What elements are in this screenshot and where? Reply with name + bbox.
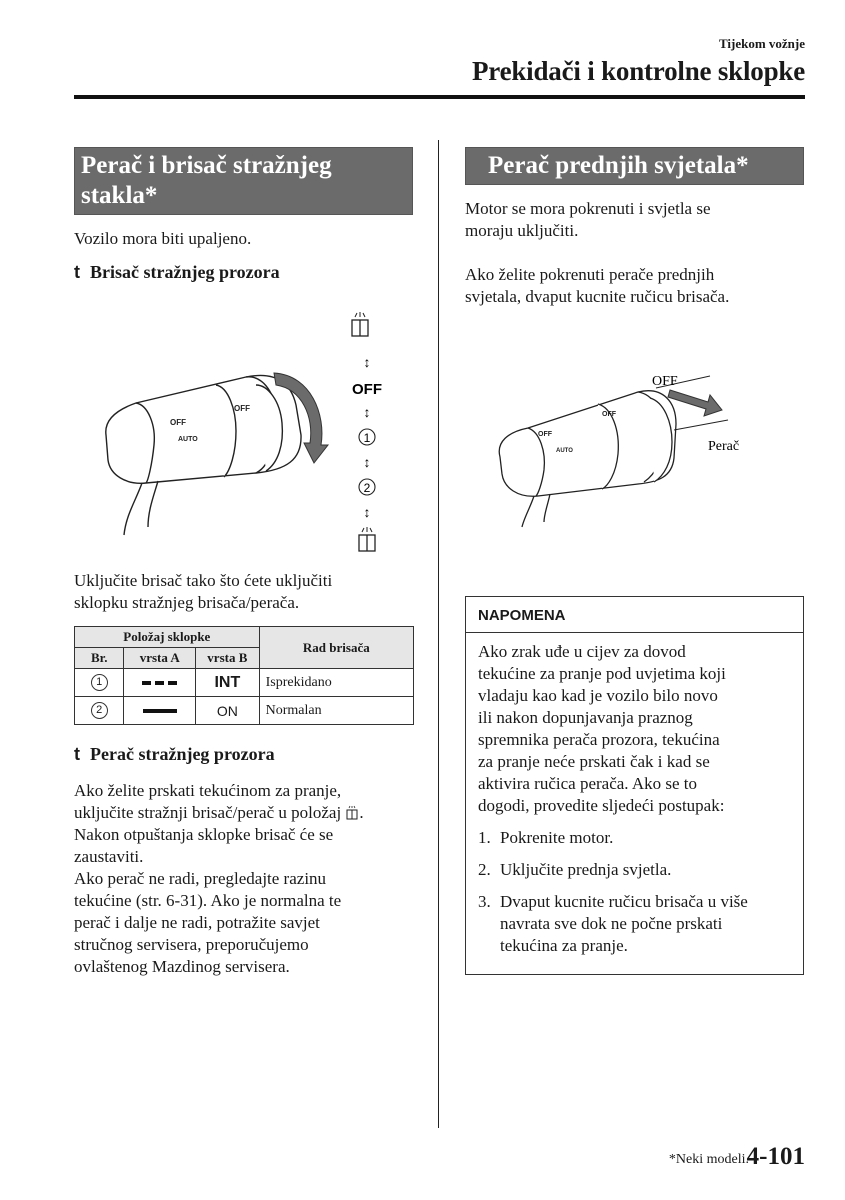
headlight-washer-heading: Perač prednjih svjetala*	[465, 147, 804, 185]
text-line: tekućine za pranje pod uvjetima koji	[478, 664, 726, 683]
column-divider	[438, 140, 439, 1128]
table-header-number: Br.	[75, 648, 124, 669]
text-line: Ako zrak uđe u cijev za dovod	[478, 642, 686, 661]
washer-label: Perač	[708, 439, 740, 454]
text-line: spremnika perača prozora, tekućina	[478, 730, 720, 749]
note-step	[478, 827, 796, 849]
rear-washer-bottom-icon	[359, 527, 375, 551]
text-line: ovlaštenog Mazdinog servisera.	[74, 957, 290, 976]
rear-wiper-para	[74, 570, 332, 614]
text-line: za pranje neće prskati čak i kad se	[478, 752, 710, 771]
rear-wiper-subheading	[74, 262, 280, 283]
type-b-value: ON	[196, 697, 260, 725]
intermittent-symbol-icon	[142, 680, 178, 686]
section-label: Tijekom vožnje	[718, 36, 805, 51]
text-line: tekućine (str. 6-31). Ako je normalna te	[74, 891, 342, 910]
text-line: ili nakon dopunjavanja praznog	[478, 708, 693, 727]
washer-icon	[345, 806, 359, 820]
step-text: Uključite prednja svjetla.	[500, 860, 672, 879]
lever-off-label-2: OFF	[602, 411, 616, 418]
rear-wiper-subheading-text: Brisač stražnjeg prozora	[90, 262, 280, 282]
lever-off-label: OFF	[170, 418, 186, 427]
text-line: Motor se mora pokrenuti i svjetla se	[465, 199, 711, 218]
step-text	[500, 891, 748, 957]
step-text: Pokrenite motor.	[500, 828, 614, 847]
step-number: 3.	[478, 892, 491, 911]
switch-position-table	[74, 626, 414, 725]
text-line: Ako želite pokrenuti perače prednjih	[465, 265, 715, 284]
rear-washer-para	[74, 780, 424, 978]
bullet-marker: t	[74, 262, 80, 282]
washer-guide-line	[674, 420, 728, 430]
rear-washer-heading: Perač i brisač stražnjeg stakla*	[74, 147, 413, 215]
text-line: perač i dalje ne radi, potražite savjet	[74, 913, 320, 932]
position-number: 2	[91, 702, 108, 719]
table-header-type-a: vrsta A	[124, 648, 196, 669]
table-header-type-b: vrsta B	[196, 648, 260, 669]
table-row	[75, 669, 414, 697]
position-off-label: OFF	[352, 381, 382, 398]
lever-auto-label: AUTO	[556, 448, 573, 454]
rear-washer-subheading-text: Perač stražnjeg prozora	[90, 744, 275, 764]
rear-washer-top-icon	[352, 312, 368, 336]
off-label: OFF	[652, 374, 678, 389]
text-line: Nakon otpuštanja sklopke brisač će se	[74, 825, 334, 844]
lever-off-label: OFF	[538, 431, 552, 438]
rear-washer-subheading	[74, 744, 275, 765]
lever-drawing	[499, 391, 676, 527]
arrow-updown-icon: ↕	[363, 406, 371, 421]
position-1-label: 1	[363, 431, 371, 445]
headlight-instruction	[465, 264, 729, 308]
continuous-symbol-icon	[142, 708, 178, 714]
headlight-intro	[465, 198, 711, 242]
type-b-value: INT	[196, 669, 260, 697]
note-title: NAPOMENA	[466, 597, 803, 633]
arrow-updown-icon: ↕	[363, 506, 371, 521]
lever-off-label-2: OFF	[234, 404, 250, 413]
rear-intro: Vozilo mora biti upaljeno.	[74, 229, 252, 248]
arrow-updown-icon: ↕	[363, 456, 371, 471]
note-box	[465, 596, 804, 975]
page-number: 4-101	[746, 1143, 805, 1170]
lever-drawing	[106, 375, 301, 535]
rear-wiper-lever-figure	[96, 305, 396, 560]
bullet-marker: t	[74, 744, 80, 764]
lever-auto-label: AUTO	[178, 436, 198, 443]
text-line: moraju uključiti.	[465, 221, 579, 240]
table-row	[75, 697, 414, 725]
text-line: svjetala, dvaput kucnite ručicu brisača.	[465, 287, 730, 306]
wiper-operation-value: Isprekidano	[259, 669, 413, 697]
header-rule	[74, 95, 805, 99]
text-line: tekućina za pranje.	[500, 936, 628, 955]
text-line: dogodi, provedite sljedeći postupak:	[478, 796, 725, 815]
text-line: stručnog servisera, preporučujemo	[74, 935, 309, 954]
headlight-washer-lever-figure	[478, 362, 740, 527]
text-line-with-icon: uključite stražnji brisač/perač u položaj .	[74, 803, 364, 822]
arrow-updown-icon: ↕	[363, 356, 371, 371]
pull-arrow-icon	[668, 390, 722, 416]
text-line: navrata sve dok ne počne prskati	[500, 914, 723, 933]
table-header-position: Položaj sklopke	[75, 627, 260, 648]
page-title: Prekidači i kontrolne sklopke	[471, 56, 805, 86]
text-line: aktivira ručica perača. Ako se to	[478, 774, 698, 793]
step-number: 2.	[478, 860, 491, 879]
footnote: *Neki modeli.	[668, 1152, 749, 1167]
table-header-wiper-operation: Rad brisača	[259, 627, 413, 669]
note-body	[478, 641, 796, 967]
wiper-operation-value: Normalan	[259, 697, 413, 725]
text-line: sklopku stražnjeg brisača/perača.	[74, 593, 300, 612]
text-line: uključite stražnji brisač/perač u položaj	[74, 803, 342, 822]
text-line: zaustaviti.	[74, 847, 144, 866]
text-line: Uključite brisač tako što ćete uključiti	[74, 571, 333, 590]
text-line: Ako želite prskati tekućinom za pranje,	[74, 781, 342, 800]
text-line: vladaju kao kad je vozilo bilo novo	[478, 686, 718, 705]
position-number: 1	[91, 674, 108, 691]
position-2-label: 2	[363, 481, 371, 495]
note-step	[478, 859, 796, 881]
note-paragraph	[478, 641, 796, 817]
note-step	[478, 891, 796, 957]
step-number: 1.	[478, 828, 491, 847]
text-line: Ako perač ne radi, pregledajte razinu	[74, 869, 327, 888]
text-line: Dvaput kucnite ručicu brisača u više	[500, 892, 748, 911]
